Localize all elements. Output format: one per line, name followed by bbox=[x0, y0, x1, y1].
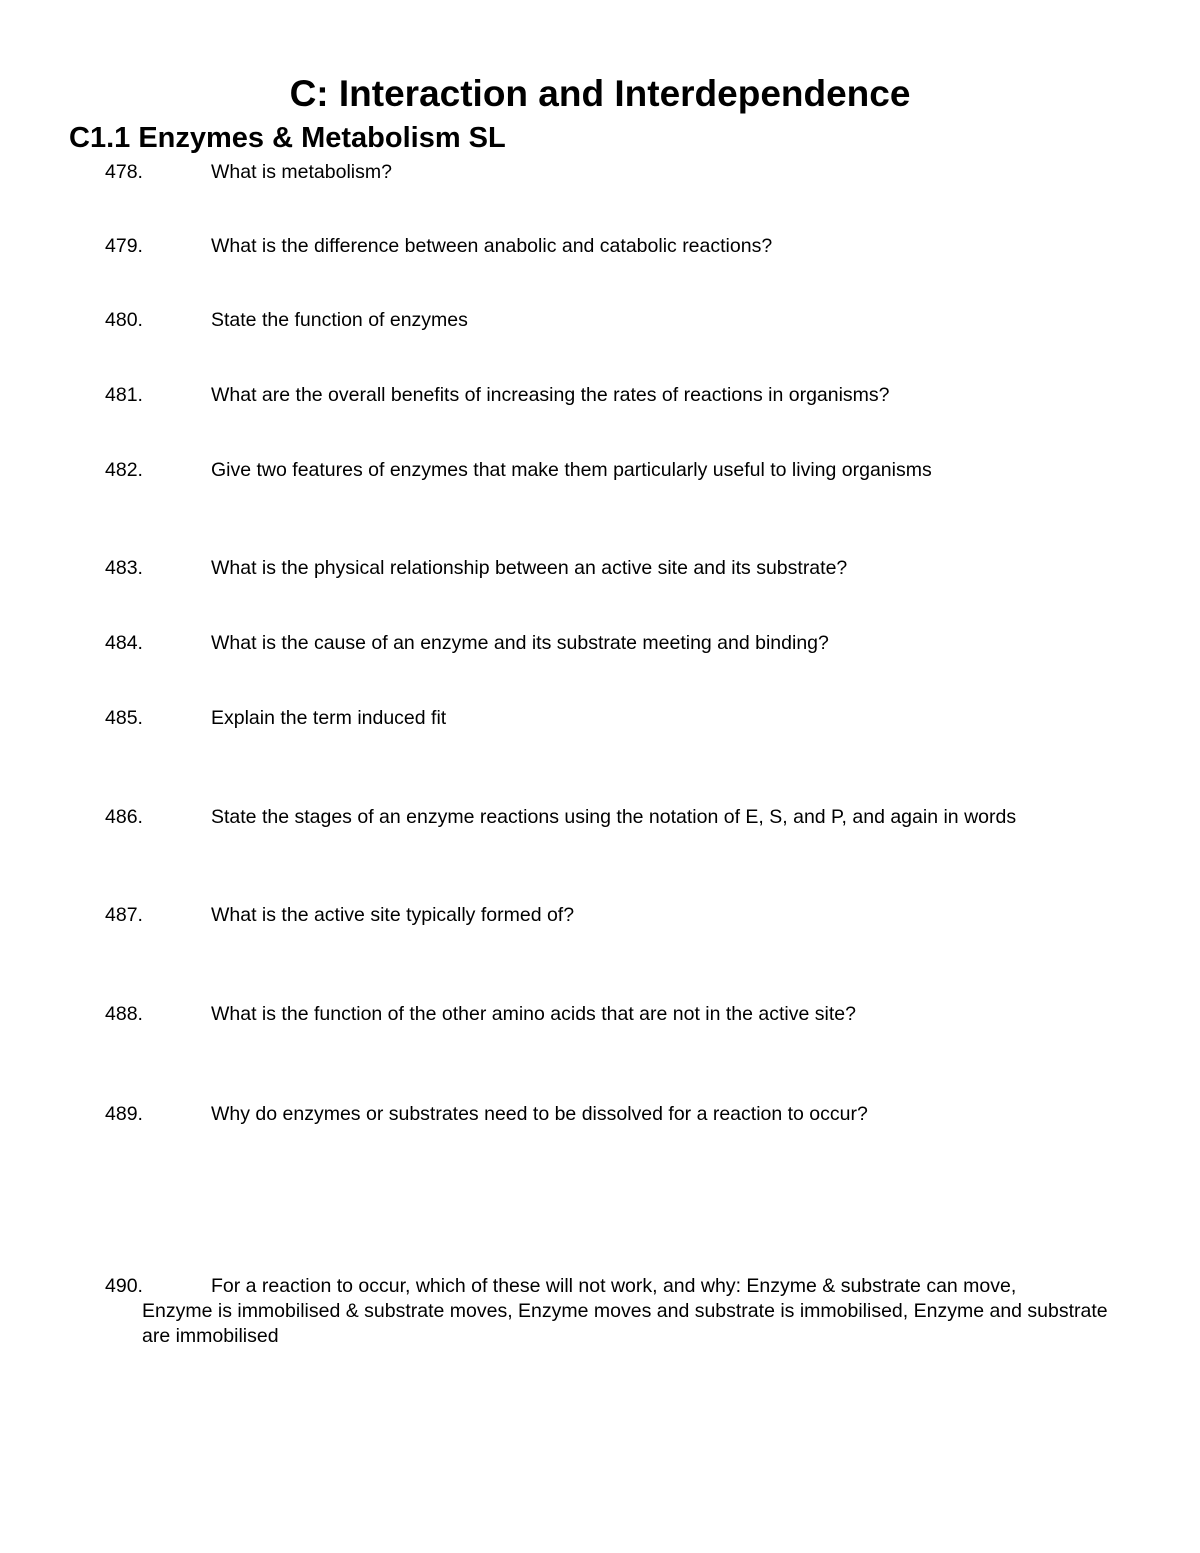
question-number: 486. bbox=[105, 806, 143, 828]
question-text: What is the difference between anabolic and catabolic reactions? bbox=[211, 235, 773, 257]
question-number: 478. bbox=[105, 161, 143, 183]
question-number: 481. bbox=[105, 384, 143, 406]
question-number: 479. bbox=[105, 235, 143, 257]
question-text: State the function of enzymes bbox=[211, 309, 468, 331]
question-number: 485. bbox=[105, 707, 143, 729]
question-number: 483. bbox=[105, 557, 143, 579]
question-text: What is the physical relationship between an active site and its substrate? bbox=[211, 557, 848, 579]
question-number: 489. bbox=[105, 1103, 143, 1125]
question-text: State the stages of an enzyme reactions using the notation of E, S, and P, and again in words bbox=[211, 806, 1017, 828]
question-number: 484. bbox=[105, 632, 143, 654]
document-title: C: Interaction and Interdependence bbox=[289, 73, 911, 114]
question-continuation: Enzyme is immobilised & substrate moves, Enzyme moves and substrate is immobilised, Enzyme and substrate are immobilised bbox=[142, 1300, 1108, 1347]
question-first-line bbox=[105, 1274, 1125, 1299]
question-text: What is the function of the other amino acids that are not in the active site? bbox=[211, 1003, 856, 1025]
question-text: Why do enzymes or substrates need to be dissolved for a reaction to occur? bbox=[211, 1103, 868, 1125]
question-text: For a reaction to occur, which of these will not work, and why: Enzyme & substrate can move, bbox=[211, 1275, 1017, 1297]
question-text: What is the cause of an enzyme and its substrate meeting and binding? bbox=[211, 632, 829, 654]
question-item-wrapped bbox=[105, 1274, 1125, 1349]
question-text: What is metabolism? bbox=[211, 161, 392, 183]
question-text: Explain the term induced fit bbox=[211, 707, 447, 729]
question-number: 488. bbox=[105, 1003, 143, 1025]
section-heading: C1.1 Enzymes & Metabolism SL bbox=[69, 122, 506, 154]
question-number: 482. bbox=[105, 459, 143, 481]
question-text: What are the overall benefits of increasing the rates of reactions in organisms? bbox=[211, 384, 890, 406]
question-text: Give two features of enzymes that make them particularly useful to living organisms bbox=[211, 459, 932, 481]
question-number: 480. bbox=[105, 309, 143, 331]
question-text: What is the active site typically formed of? bbox=[211, 904, 575, 926]
question-number: 490. bbox=[105, 1275, 143, 1297]
question-number: 487. bbox=[105, 904, 143, 926]
